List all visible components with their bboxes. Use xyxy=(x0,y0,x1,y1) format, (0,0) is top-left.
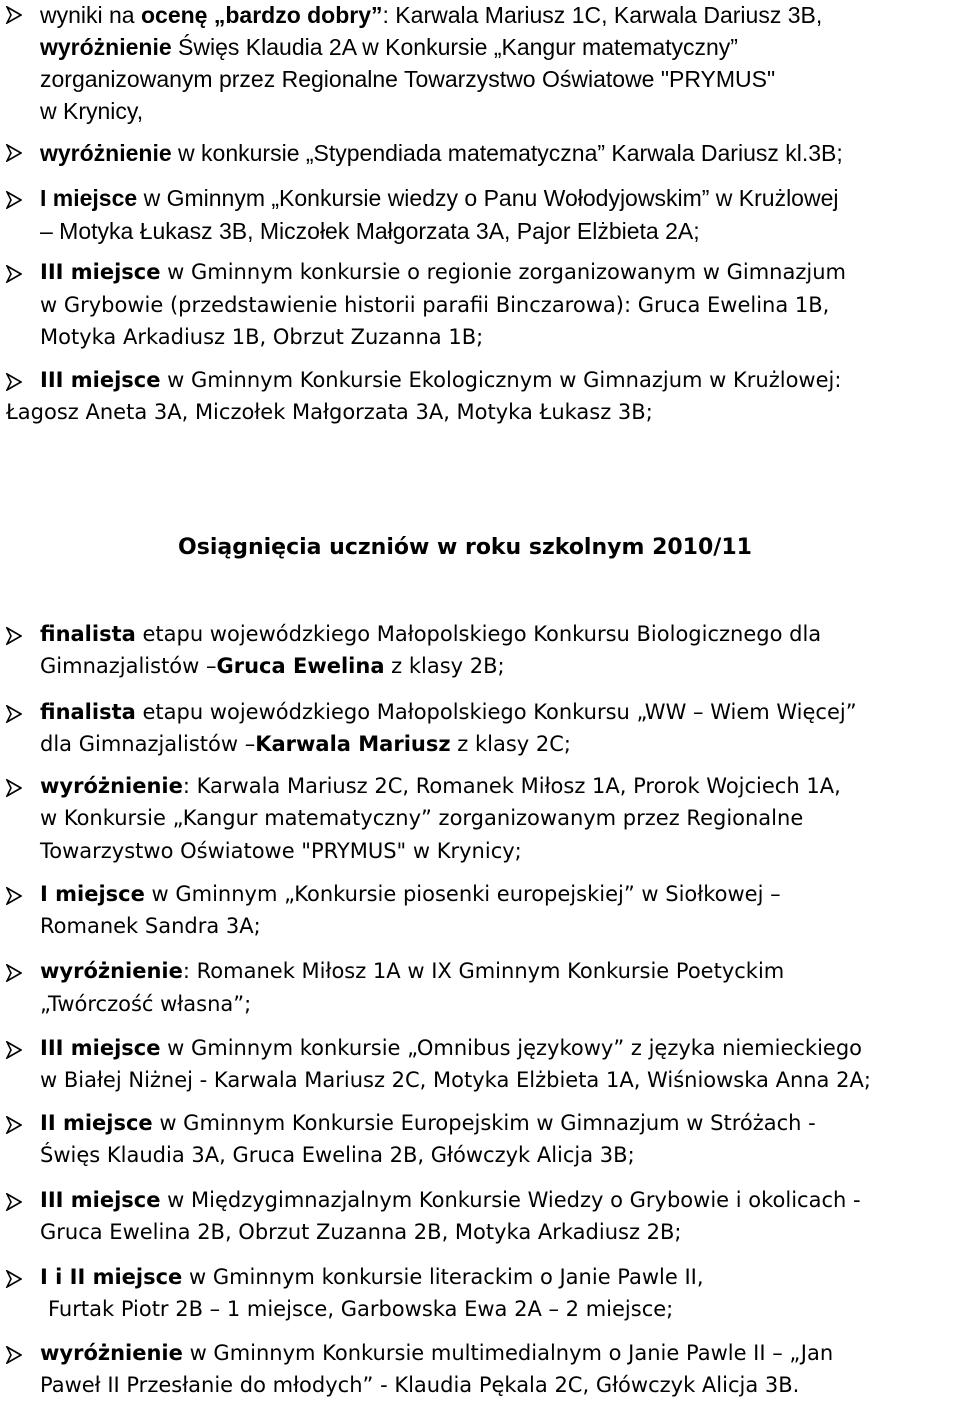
arrow-bullet-icon xyxy=(6,144,22,162)
text-run: etapu wojewódzkiego Małopolskiego Konkursu Biologicznego dla xyxy=(135,622,822,646)
section2-line xyxy=(40,702,857,723)
section2-line xyxy=(40,1375,799,1396)
text-run: Furtak Piotr 2B – 1 miejsce, Garbowska Ewa 2A – 2 miejsce; xyxy=(48,1297,674,1321)
section2-line xyxy=(40,776,841,797)
arrow-bullet-icon xyxy=(6,1116,22,1134)
arrow-bullet-icon xyxy=(6,887,22,905)
bold-text: I i II miejsce xyxy=(40,1265,183,1289)
text-run: dla Gimnazjalistów – xyxy=(40,732,256,756)
text-run: w Gminnym konkursie „Omnibus językowy” z języka niemieckiego xyxy=(160,1036,863,1060)
text-run: Paweł II Przesłanie do młodych” - Klaudia Pękala 2C, Główczyk Alicja 3B. xyxy=(40,1373,800,1397)
arrow-bullet-icon xyxy=(6,627,22,645)
bold-text: I miejsce xyxy=(40,185,138,211)
text-run: Romanek Sandra 3A; xyxy=(40,914,261,938)
bold-text: wyróżnienie xyxy=(40,774,183,798)
section2-line xyxy=(48,1299,673,1320)
text-run: w Konkursie „Kangur matematyczny” zorganizowanym przez Regionalne xyxy=(40,806,804,830)
bold-text: III miejsce xyxy=(40,368,161,392)
section1-line xyxy=(40,327,483,348)
section2-line xyxy=(40,734,571,755)
text-run: w Krynicy, xyxy=(40,98,144,124)
section2-line xyxy=(40,1038,862,1059)
arrow-bullet-icon xyxy=(6,1270,22,1288)
text-run: : Karwala Mariusz 2C, Romanek Miłosz 1A, Prorok Wojciech 1A, xyxy=(182,774,841,798)
bold-text: III miejsce xyxy=(40,1036,161,1060)
bold-text: finalista xyxy=(40,622,136,646)
section1-line xyxy=(40,142,843,165)
text-run: : Romanek Miłosz 1A w IX Gminnym Konkursie Poetyckim xyxy=(182,959,785,983)
bold-text: II miejsce xyxy=(40,1111,153,1135)
text-run: w Gminnym konkursie literackim o Janie Pawle II, xyxy=(182,1265,704,1289)
text-run: – Motyka Łukasz 3B, Miczołek Małgorzata 3A, Pajor Elżbieta 2A; xyxy=(40,218,700,244)
bold-text: III miejsce xyxy=(40,1188,161,1212)
arrow-bullet-icon xyxy=(6,191,22,209)
bold-text: wyróżnienie xyxy=(40,1341,183,1365)
section2-line xyxy=(40,916,261,937)
bold-text: Karwala Mariusz xyxy=(255,732,451,756)
text-run: w Białej Niżnej - Karwala Mariusz 2C, Motyka Elżbieta 1A, Wiśniowska Anna 2A; xyxy=(40,1068,871,1092)
text-run: zorganizowanym przez Regionalne Towarzystwo Oświatowe "PRYMUS" xyxy=(40,66,776,92)
section1-line xyxy=(40,220,700,243)
section2-line xyxy=(40,656,505,677)
section1-line xyxy=(40,295,829,316)
text-run: Towarzystwo Oświatowe "PRYMUS" w Krynicy; xyxy=(40,839,522,863)
section1-line xyxy=(40,100,143,123)
section2-line xyxy=(40,1190,861,1211)
bold-text: III miejsce xyxy=(40,260,161,284)
text-run: w Gminnym konkursie o regionie zorganizowanym w Gimnazjum xyxy=(160,260,846,284)
text-run: w Międzygimnazjalnym Konkursie Wiedzy o Grybowie i okolicach - xyxy=(160,1188,861,1212)
section2-line xyxy=(40,1343,833,1364)
section-heading: Osiągnięcia uczniów w roku szkolnym 2010/11 xyxy=(178,535,752,560)
arrow-bullet-icon xyxy=(6,964,22,982)
arrow-bullet-icon xyxy=(6,265,22,283)
section2-line xyxy=(40,1267,704,1288)
text-run: Gruca Ewelina 2B, Obrzut Zuzanna 2B, Motyka Arkadiusz 2B; xyxy=(40,1220,682,1244)
bold-text: ocenę „bardzo dobry” xyxy=(140,2,383,28)
text-run: w Gminnym Konkursie Europejskim w Gimnazjum w Stróżach - xyxy=(152,1111,816,1135)
section2-line xyxy=(40,1222,682,1243)
arrow-bullet-icon xyxy=(6,1041,22,1059)
arrow-bullet-icon xyxy=(6,1346,22,1364)
section1-line xyxy=(40,262,846,283)
text-run: Motyka Arkadiusz 1B, Obrzut Zuzanna 1B; xyxy=(40,325,484,349)
section2-line xyxy=(40,624,821,645)
arrow-bullet-icon xyxy=(6,373,22,391)
arrow-bullet-icon xyxy=(6,705,22,723)
text-run: w Gminnym Konkursie Ekologicznym w Gimnazjum w Krużlowej: xyxy=(160,368,842,392)
section2-line xyxy=(40,884,781,905)
section1-line xyxy=(40,4,822,27)
section1-line xyxy=(6,402,653,423)
text-run: : Karwala Mariusz 1C, Karwala Dariusz 3B, xyxy=(382,2,823,28)
bold-text: wyróżnienie xyxy=(40,34,172,60)
section2-line xyxy=(40,841,522,862)
text-run: etapu wojewódzkiego Małopolskiego Konkursu „WW – Wiem Więcej” xyxy=(135,700,857,724)
section2-line xyxy=(40,1113,816,1134)
bold-text: wyróżnienie xyxy=(40,959,183,983)
section2-line xyxy=(40,1145,635,1166)
bold-text: wyróżnienie xyxy=(40,140,172,166)
section1-line xyxy=(40,187,839,210)
text-run: Święs Klaudia 3A, Gruca Ewelina 2B, Główczyk Alicja 3B; xyxy=(40,1143,635,1167)
bold-text: Gruca Ewelina xyxy=(216,654,385,678)
arrow-bullet-icon xyxy=(6,779,22,797)
bold-text: I miejsce xyxy=(40,882,145,906)
text-run: Łagosz Aneta 3A, Miczołek Małgorzata 3A, Motyka Łukasz 3B; xyxy=(6,400,653,424)
arrow-bullet-icon xyxy=(6,1193,22,1211)
bold-text: finalista xyxy=(40,700,136,724)
section1-line xyxy=(40,36,738,59)
section2-line xyxy=(40,961,784,982)
text-run: „Twórczość własna”; xyxy=(40,992,252,1016)
text-run: wyniki na xyxy=(40,2,141,28)
text-run: w Grybowie (przedstawienie historii parafii Binczarowa): Gruca Ewelina 1B, xyxy=(40,293,830,317)
section2-line xyxy=(40,808,803,829)
arrow-bullet-icon xyxy=(6,6,22,24)
text-run: Święs Klaudia 2A w Konkursie „Kangur matematyczny” xyxy=(171,34,738,60)
text-run: z klasy 2B; xyxy=(384,654,505,678)
section1-line xyxy=(40,370,841,391)
text-run: w konkursie „Stypendiada matematyczna” Karwala Dariusz kl.3B; xyxy=(171,140,843,166)
section1-line xyxy=(40,68,775,91)
section2-line xyxy=(40,994,251,1015)
text-run: Gimnazjalistów – xyxy=(40,654,217,678)
text-run: z klasy 2C; xyxy=(450,732,571,756)
text-run: w Gminnym Konkursie multimedialnym o Janie Pawle II – „Jan xyxy=(182,1341,834,1365)
section2-line xyxy=(40,1070,871,1091)
text-run: w Gminnym „Konkursie piosenki europejskiej” w Siołkowej – xyxy=(144,882,781,906)
text-run: w Gminnym „Konkursie wiedzy o Panu Wołodyjowskim” w Krużlowej xyxy=(137,185,839,211)
